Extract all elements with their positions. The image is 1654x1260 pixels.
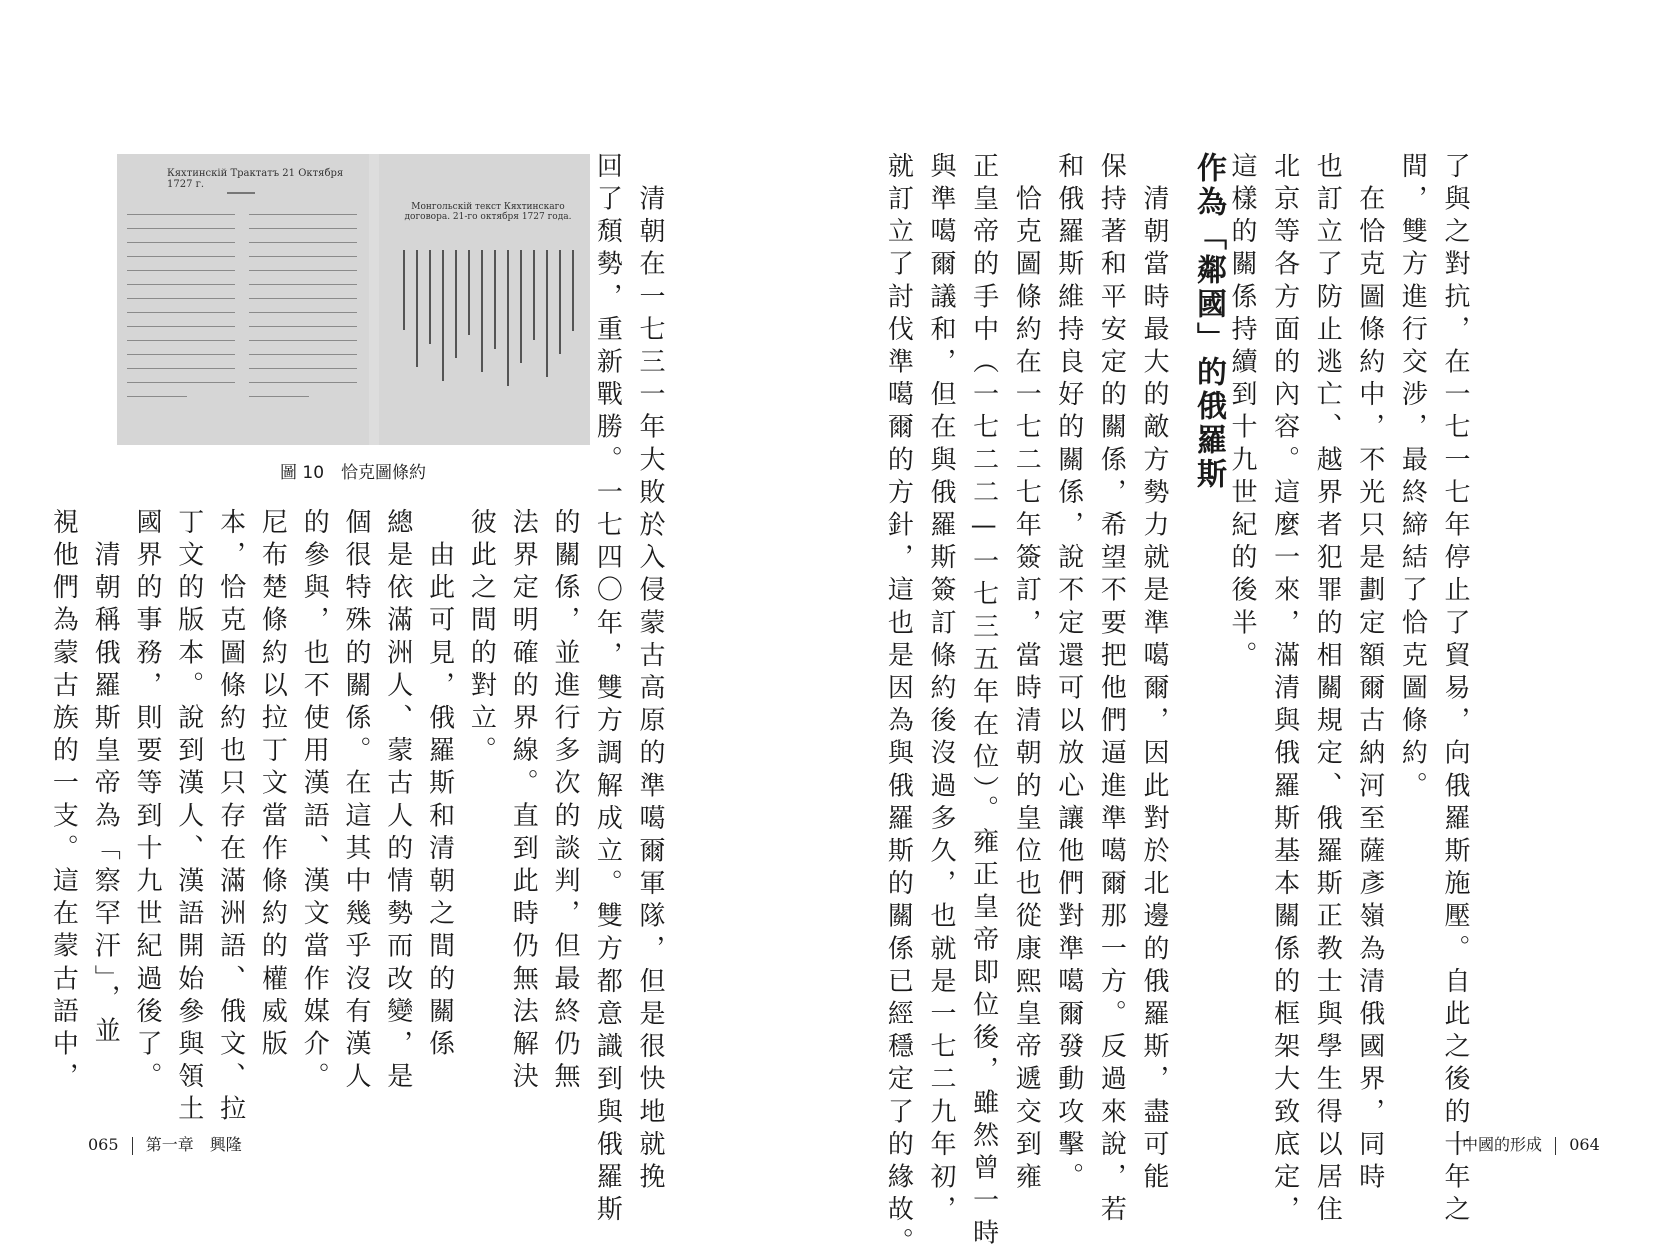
text-line — [249, 340, 357, 341]
page-number: 064 — [1569, 1135, 1600, 1154]
text-line — [249, 396, 309, 397]
text-column: 法界定明確的界線。直到此時仍無法解決 — [508, 508, 539, 1095]
script-line — [559, 250, 561, 354]
text-line — [127, 284, 235, 285]
text-column: 這樣的關係持續到十九世紀的後半。 — [1227, 152, 1257, 674]
text-line — [127, 340, 235, 341]
text-line — [127, 298, 235, 299]
mongolian-text-page — [379, 154, 590, 445]
mongolian-text-heading: Монгольскій текст Кяхтинскаго договора. 21-го октября 1727 года. — [404, 202, 572, 222]
divider — [227, 192, 255, 194]
text-column: 由此可見，俄羅斯和清朝之間的關係 — [424, 508, 455, 1063]
text-column: 在恰克圖條約中，不光只是劃定額爾古納河至薩彥嶺為清俄國界，同時 — [1354, 152, 1385, 1196]
script-line — [416, 250, 418, 367]
text-line — [127, 382, 235, 383]
text-line — [249, 228, 357, 229]
text-column: 的參與，也不使用漢語、漢文當作媒介。 — [299, 508, 330, 1095]
script-line — [572, 250, 574, 331]
text-column: 也訂立了防止逃亡、越界者犯罪的相關規定、俄羅斯正教士與學生得以居住 — [1312, 152, 1343, 1228]
text-column: 清朝稱俄羅斯皇帝為「察罕汗」，並 — [90, 508, 121, 1050]
text-column: 尼布楚條約以拉丁文當作條約的權威版 — [257, 508, 288, 1063]
text-column: 回了頹勢，重新戰勝。一七四〇年，雙方調解成立。雙方都意識到與俄羅斯 — [592, 152, 623, 1228]
text-line — [127, 368, 235, 369]
text-column: 總是依滿洲人、蒙古人的情勢而改變，是 — [382, 508, 413, 1095]
page-number: 065 — [88, 1135, 119, 1154]
text-line — [127, 228, 235, 229]
script-line — [507, 250, 509, 386]
text-column: 了與之對抗，在一七一七年停止了貿易，向俄羅斯施壓。自此之後的十年之 — [1440, 152, 1470, 1228]
text-line — [249, 284, 357, 285]
text-column: 丁文的版本。說到漢人、漢語開始參與領土 — [173, 508, 204, 1128]
script-line — [429, 250, 431, 344]
text-line — [249, 242, 357, 243]
text-line — [249, 354, 357, 355]
chapter-title: 第一章 興隆 — [145, 1135, 242, 1154]
text-line — [127, 214, 235, 215]
text-line — [249, 312, 357, 313]
text-column: 清朝當時最大的敵方勢力就是準噶爾，因此對於北邊的俄羅斯，盡可能 — [1139, 152, 1169, 1196]
text-line — [127, 354, 235, 355]
treaty-figure — [117, 154, 590, 445]
text-column: 就訂立了討伐準噶爾的方針，這也是因為與俄羅斯的關係已經穩定了的緣故。 — [883, 152, 914, 1260]
text-line — [127, 242, 235, 243]
text-line — [249, 368, 357, 369]
script-line — [533, 250, 535, 340]
text-line — [249, 214, 357, 215]
text-column: 間，雙方進行交涉，最終締結了恰克圖條約。 — [1397, 152, 1428, 804]
text-line — [127, 312, 235, 313]
left-footer — [88, 1132, 242, 1155]
right-footer — [1462, 1132, 1600, 1155]
script-line — [403, 250, 405, 330]
text-column: 視他們為蒙古族的一支。這在蒙古語中， — [48, 508, 79, 1095]
text-line — [249, 256, 357, 257]
text-column: 北京等各方面的內容。這麼一來，滿清與俄羅斯基本關係的框架大致底定， — [1269, 152, 1300, 1228]
text-column: 的關係，並進行多次的談判，但最終仍無 — [550, 508, 580, 1095]
text-line — [249, 270, 357, 271]
text-line — [127, 270, 235, 271]
script-line — [481, 250, 483, 372]
script-line — [442, 250, 444, 381]
script-line — [455, 250, 457, 358]
text-line — [249, 326, 357, 327]
text-column: 保持著和平安定的關係，希望不要把他們逼進準噶爾那一方。反過來說，若 — [1096, 152, 1127, 1228]
text-column: 與準噶爾議和，但在與俄羅斯簽訂條約後沒過多久，也就是一七二九年初， — [926, 152, 956, 1228]
figure-caption: 圖 10 恰克圖條約 — [280, 463, 427, 483]
script-line — [494, 250, 496, 349]
script-line — [546, 250, 548, 377]
text-column: 個很特殊的關係。在這其中幾乎沒有漢人 — [341, 508, 371, 1095]
text-column: 清朝在一七三一年大敗於入侵蒙古高原的準噶爾軍隊，但是很快地就挽 — [635, 152, 665, 1196]
text-line — [127, 256, 235, 257]
book-title: 中國的形成 — [1462, 1135, 1543, 1154]
text-line — [127, 396, 187, 397]
script-line — [520, 250, 522, 363]
footer-divider — [1555, 1137, 1556, 1155]
text-line — [127, 326, 235, 327]
text-column: 正皇帝的手中（一七二二—一七三五年在位）。雍正皇帝即位後，雖然曾一時 — [968, 152, 999, 1252]
russian-text-page — [117, 154, 369, 445]
text-column: 和俄羅斯維持良好的關係，說不定還可以放心讓他們對準噶爾發動攻擊。 — [1053, 152, 1084, 1196]
footer-divider — [132, 1137, 133, 1155]
text-column: 彼此之間的對立。 — [466, 508, 497, 769]
section-heading: 作為「鄰國」的俄羅斯 — [1191, 152, 1226, 492]
text-line — [249, 298, 357, 299]
russian-text-heading: Кяхтинскій Трактатъ 21 Октября 1727 г. — [167, 168, 344, 190]
text-column: 國界的事務，則要等到十九世紀過後了。 — [132, 508, 162, 1095]
script-line — [468, 250, 470, 335]
text-column: 本，恰克圖條約也只存在滿洲語、俄文、拉 — [215, 508, 246, 1128]
text-line — [249, 382, 357, 383]
text-column: 恰克圖條約在一七二七年簽訂，當時清朝的皇位也從康熙皇帝遞交到雍 — [1011, 152, 1042, 1196]
